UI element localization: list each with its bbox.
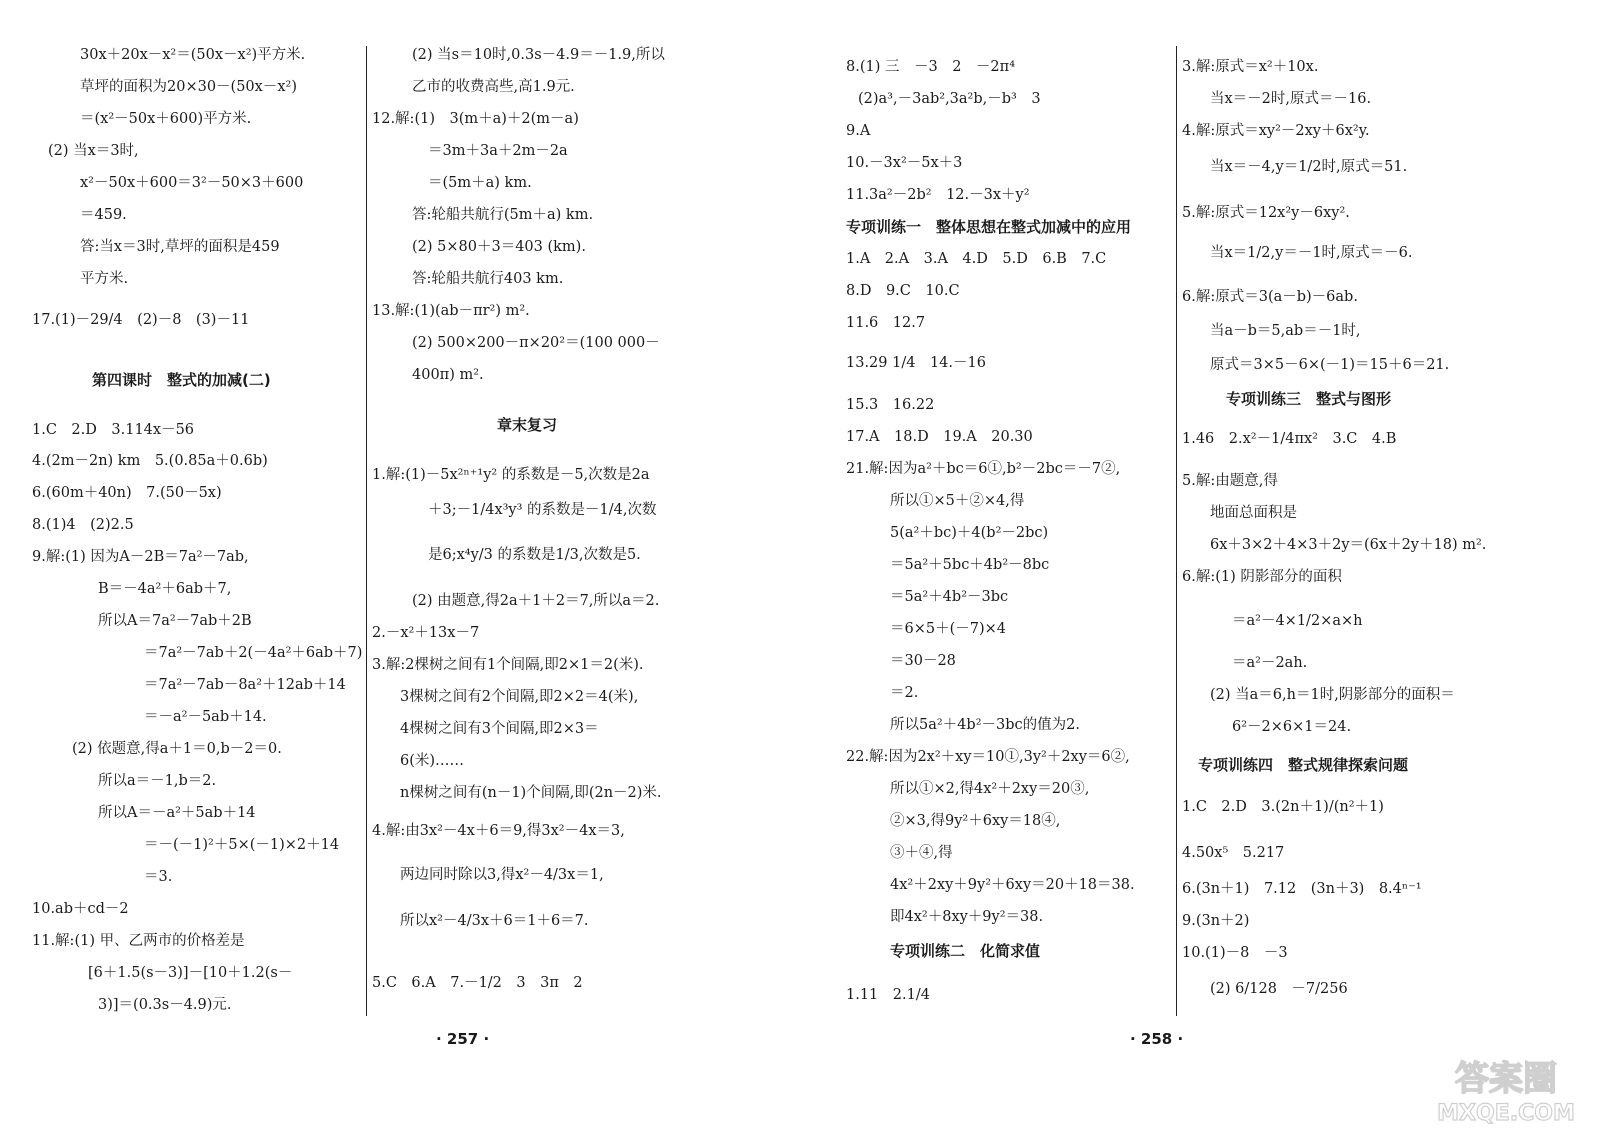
text-line: 13.29 1/4 14.－16 — [846, 355, 986, 371]
text-line: 21.解:因为a²＋bc＝6①,b²－2bc＝－7②, — [846, 461, 1121, 477]
text-line: 6(米)…… — [400, 753, 465, 769]
text-line: 当x＝1/2,y＝－1时,原式＝－6. — [1210, 245, 1413, 261]
text-line: 30x＋20x－x²＝(50x－x²)平方米. — [80, 47, 306, 63]
text-line: ＝－(－1)²＋5×(－1)×2＋14 — [144, 837, 340, 853]
section-heading: 专项训练一 整体思想在整式加减中的应用 — [846, 218, 1132, 236]
text-line: ③＋④,得 — [890, 845, 953, 861]
text-line: 所以①×2,得4x²＋2xy＝20③, — [890, 781, 1090, 797]
text-line: ＝5a²＋4b²－3bc — [890, 589, 1009, 605]
text-line: x²－50x＋600＝3²－50×3＋600 — [80, 175, 304, 191]
section-heading: 专项训练四 整式规律探索问题 — [1198, 756, 1409, 774]
watermark-url: MXQE.COM — [1437, 1101, 1575, 1126]
text-line: 3.解:2棵树之间有1个间隔,即2×1＝2(米). — [372, 657, 644, 673]
text-line: 即4x²＋8xy＋9y²＝38. — [890, 909, 1044, 925]
text-line: 10.－3x²－5x＋3 — [846, 155, 963, 171]
text-line: ＝5a²＋5bc＋4b²－8bc — [890, 557, 1050, 573]
text-line: 地面总面积是 — [1210, 505, 1297, 521]
section-heading: 专项训练二 化简求值 — [890, 942, 1041, 960]
text-line: 所以A＝－a²＋5ab＋14 — [98, 805, 256, 821]
text-line: 5.解:由题意,得 — [1182, 473, 1278, 489]
text-line: 6²－2×6×1＝24. — [1232, 719, 1352, 735]
text-line: 4棵树之间有3个间隔,即2×3＝ — [400, 721, 599, 737]
text-line: 1.解:(1)－5x²ⁿ⁺¹y² 的系数是－5,次数是2a — [372, 467, 650, 483]
text-line: ＝30－28 — [890, 653, 956, 669]
text-line: 答:当x＝3时,草坪的面积是459 — [80, 239, 280, 255]
text-line: 4.解:由3x²－4x＋6＝9,得3x²－4x＝3, — [372, 823, 625, 839]
text-line: 17.(1)－29/4 (2)－8 (3)－11 — [32, 312, 250, 328]
text-line: ＝7a²－7ab－8a²＋12ab＋14 — [144, 677, 346, 693]
text-line: 11.3a²－2b² 12.－3x＋y² — [846, 187, 1030, 203]
section-heading: 第四课时 整式的加减(二) — [92, 371, 271, 389]
text-line: 3.解:原式＝x²＋10x. — [1182, 59, 1319, 75]
text-line: 12.解:(1) 3(m＋a)＋2(m－a) — [372, 111, 579, 127]
text-line: 9.解:(1) 因为A－2B＝7a²－7ab, — [32, 549, 249, 565]
watermark-logo — [1431, 1048, 1581, 1128]
text-line: (2) 6/128 －7/256 — [1210, 981, 1348, 997]
text-line: 4.解:原式＝xy²－2xy＋6x²y. — [1182, 123, 1370, 139]
page-number-right: · 258 · — [1130, 1030, 1184, 1048]
text-line: 5.C 6.A 7.－1/2 3 3π 2 — [372, 975, 583, 991]
text-line: B＝－4a²＋6ab＋7, — [98, 581, 232, 597]
text-line: 3)]＝(0.3s－4.9)元. — [98, 997, 232, 1013]
text-line: 1.A 2.A 3.A 4.D 5.D 6.B 7.C — [846, 251, 1107, 267]
text-line: 15.3 16.22 — [846, 397, 935, 413]
text-line: 答:轮船共航行(5m＋a) km. — [412, 207, 594, 223]
text-line: 6.(60m＋40n) 7.(50－5x) — [32, 485, 222, 501]
text-line: (2) 依题意,得a＋1＝0,b－2＝0. — [72, 741, 282, 757]
text-line: ②×3,得9y²＋6xy＝18④, — [890, 813, 1061, 829]
text-line: 11.6 12.7 — [846, 315, 926, 331]
text-line: (2) 当x＝3时, — [48, 143, 139, 159]
text-line: (2) 500×200－π×20²＝(100 000－ — [412, 335, 660, 351]
text-line: ＝a²－4×1/2×a×h — [1232, 613, 1363, 629]
text-line: 答:轮船共航行403 km. — [412, 271, 564, 287]
text-line: ＝3m＋3a＋2m－2a — [428, 143, 568, 159]
text-line: ＝(5m＋a) km. — [428, 175, 532, 191]
text-line: 当x＝－4,y＝1/2时,原式＝51. — [1210, 159, 1408, 175]
text-line: 两边同时除以3,得x²－4/3x＝1, — [400, 867, 604, 883]
text-line: 8.D 9.C 10.C — [846, 283, 960, 299]
text-line: 4x²＋2xy＋9y²＋6xy＝20＋18＝38. — [890, 877, 1135, 893]
text-line: 是6;x⁴y/3 的系数是1/3,次数是5. — [428, 547, 641, 563]
text-line: (2)a³,－3ab²,3a²b,－b³ 3 — [858, 91, 1041, 107]
text-line: 4.50x⁵ 5.217 — [1182, 845, 1285, 861]
text-line: ＝2. — [890, 685, 919, 701]
text-line: 8.(1)4 (2)2.5 — [32, 517, 134, 533]
text-line: 所以5a²＋4b²－3bc的值为2. — [890, 717, 1080, 733]
text-line: 所以A＝7a²－7ab＋2B — [98, 613, 252, 629]
text-line: 10.ab＋cd－2 — [32, 901, 129, 917]
text-line: ＝a²－2ah. — [1232, 655, 1308, 671]
text-line: 乙市的收费高些,高1.9元. — [412, 79, 575, 95]
text-line: ＝(x²－50x＋600)平方米. — [80, 111, 252, 127]
page-number-left: · 257 · — [436, 1030, 490, 1048]
text-line: ＝6×5＋(－7)×4 — [890, 621, 1007, 637]
text-line: 6.解:(1) 阴影部分的面积 — [1182, 569, 1342, 585]
text-line: [6＋1.5(s－3)]－[10＋1.2(s－ — [88, 965, 293, 981]
text-line: 原式＝3×5－6×(－1)＝15＋6＝21. — [1210, 357, 1450, 373]
text-line: ＝－a²－5ab＋14. — [144, 709, 267, 725]
text-line: 6.(3n＋1) 7.12 (3n＋3) 8.4ⁿ⁻¹ — [1182, 881, 1422, 897]
text-line: (2) 5×80＋3＝403 (km). — [412, 239, 586, 255]
text-line: 9.(3n＋2) — [1182, 913, 1250, 929]
text-line: 所以①×5＋②×4,得 — [890, 493, 1025, 509]
text-line: 400π) m². — [412, 367, 484, 383]
column-divider — [1176, 46, 1177, 1016]
text-line: ＝459. — [80, 207, 127, 223]
text-line: 1.C 2.D 3.(2n＋1)/(n²＋1) — [1182, 799, 1384, 815]
text-line: 4.(2m－2n) km 5.(0.85a＋0.6b) — [32, 453, 268, 469]
text-line: 13.解:(1)(ab－πr²) m². — [372, 303, 530, 319]
text-line: (2) 当s＝10时,0.3s－4.9＝－1.9,所以 — [412, 47, 665, 63]
text-line: 所以x²－4/3x＋6＝1＋6＝7. — [400, 913, 589, 929]
text-line: 1.46 2.x²－1/4πx² 3.C 4.B — [1182, 431, 1397, 447]
text-line: 10.(1)－8 －3 — [1182, 945, 1288, 961]
column-divider — [366, 46, 367, 1016]
text-line: 6.解:原式＝3(a－b)－6ab. — [1182, 289, 1358, 305]
text-line: 当x＝－2时,原式＝－16. — [1210, 91, 1372, 107]
text-line: 22.解:因为2x²＋xy＝10①,3y²＋2xy＝6②, — [846, 749, 1130, 765]
text-line: 11.解:(1) 甲、乙两市的价格差是 — [32, 933, 245, 949]
watermark-title: 答案圈 — [1455, 1059, 1557, 1099]
text-line: 2.－x²＋13x－7 — [372, 625, 480, 641]
text-line: (2) 当a＝6,h＝1时,阴影部分的面积＝ — [1210, 687, 1455, 703]
text-line: ＝7a²－7ab＋2(－4a²＋6ab＋7) — [144, 645, 363, 661]
text-line: (2) 由题意,得2a＋1＋2＝7,所以a＝2. — [412, 593, 660, 609]
text-line: 6x＋3×2＋4×3＋2y＝(6x＋2y＋18) m². — [1210, 537, 1487, 553]
text-line: 当a－b＝5,ab＝－1时, — [1210, 323, 1361, 339]
text-line: 5(a²＋bc)＋4(b²－2bc) — [890, 525, 1049, 541]
text-line: 5.解:原式＝12x²y－6xy². — [1182, 205, 1350, 221]
text-line: 1.11 2.1/4 — [846, 987, 930, 1003]
text-line: 草坪的面积为20×30－(50x－x²) — [80, 79, 297, 95]
text-line: ＝3. — [144, 869, 173, 885]
text-line: 8.(1) 三 －3 2 －2π⁴ — [846, 59, 1016, 75]
section-heading: 章末复习 — [497, 416, 558, 434]
section-heading: 专项训练三 整式与图形 — [1226, 390, 1392, 408]
text-line: ＋3;－1/4x³y³ 的系数是－1/4,次数 — [428, 502, 657, 518]
text-line: 9.A — [846, 123, 871, 139]
text-line: 17.A 18.D 19.A 20.30 — [846, 429, 1033, 445]
text-line: n棵树之间有(n－1)个间隔,即(2n－2)米. — [400, 785, 662, 801]
text-line: 所以a＝－1,b＝2. — [98, 773, 217, 789]
text-line: 1.C 2.D 3.114x－56 — [32, 422, 195, 438]
text-line: 平方米. — [80, 271, 129, 287]
text-line: 3棵树之间有2个间隔,即2×2＝4(米), — [400, 689, 639, 705]
